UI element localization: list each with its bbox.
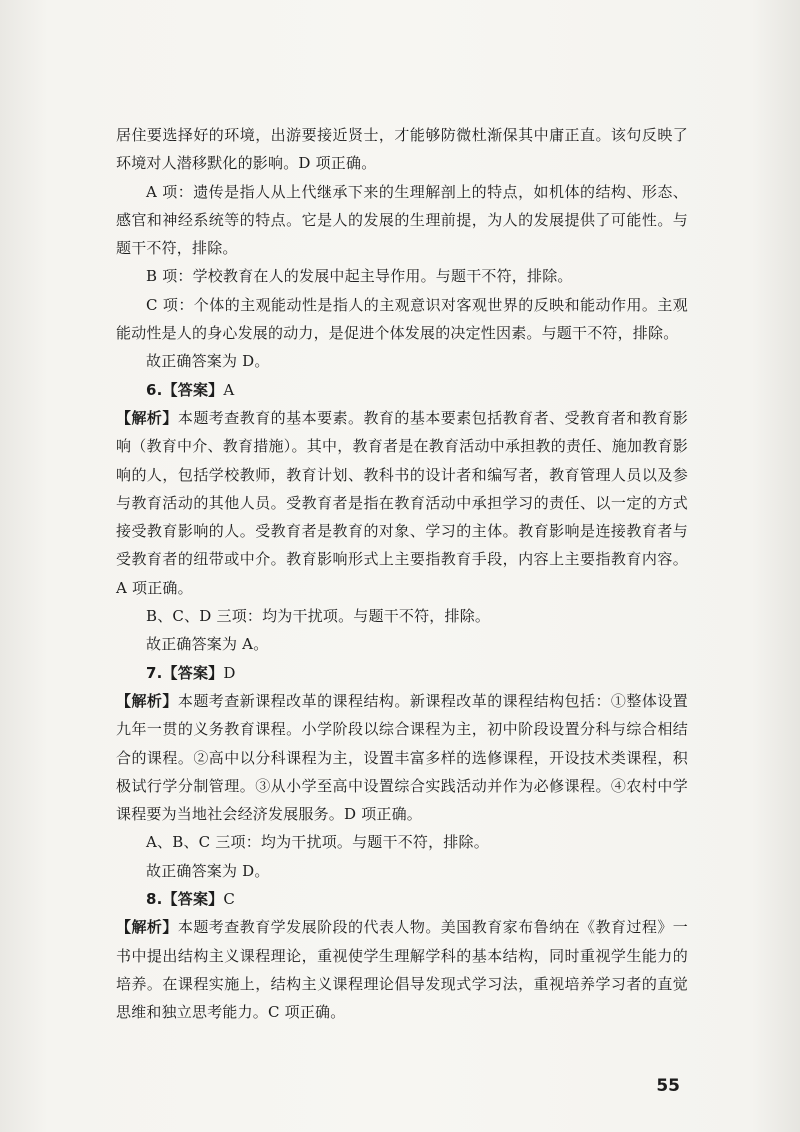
q6-answer-line [116, 376, 688, 404]
q8-analysis-label: 【解析】 [116, 918, 178, 937]
q8-analysis-text: 本题考查教育学发展阶段的代表人物。美国教育家布鲁纳在《教育过程》一书中提出结构主义课程理论，重视使学生理解学科的基本结构，同时重视学生能力的培养。在课程实施上，结构主义课程理论倡导发现式学习法，重视培养学习者的直觉思维和独立思考能力。C 项正确。 [116, 918, 688, 1022]
q8-answer-label: 【答案】 [162, 890, 224, 909]
q8-answer: C [223, 890, 236, 909]
q7-analysis-label: 【解析】 [116, 691, 178, 710]
q6-answer-label: 【答案】 [162, 380, 224, 399]
q7-conclusion: 故正确答案为 D。 [146, 861, 270, 880]
paragraph-option-c: C 项：个体的主观能动性是指人的主观意识对客观世界的反映和能动作用。主观能动性是人的身心发展的动力，是促进个体发展的决定性因素。与题干不符，排除。 [116, 295, 688, 343]
q6-answer: A [223, 380, 235, 399]
q5-conclusion: 故正确答案为 D。 [146, 352, 270, 371]
q6-analysis [116, 404, 688, 602]
paragraph-option-a: A 项：遗传是指人从上代继承下来的生理解剖上的特点，如机体的结构、形态、感官和神经系统等的特点。它是人的发展的生理前提，为人的发展提供了可能性。与题干不符，排除。 [116, 182, 688, 258]
q8-analysis [116, 913, 688, 1026]
q6-number: 6. [146, 380, 163, 399]
q7-number: 7. [146, 663, 163, 682]
paragraph-option-b: B 项：学校教育在人的发展中起主导作用。与题干不符，排除。 [146, 267, 573, 286]
q7-answer-label: 【答案】 [162, 663, 224, 682]
q7-other-options: A、B、C 三项：均为干扰项。与题干不符，排除。 [146, 833, 489, 852]
q6-conclusion: 故正确答案为 A。 [146, 635, 269, 654]
page-number: 55 [656, 1076, 680, 1096]
q7-answer-line [116, 659, 688, 687]
q6-other-options: B、C、D 三项：均为干扰项。与题干不符，排除。 [146, 607, 491, 626]
q7-answer: D [223, 663, 236, 682]
q7-analysis-text: 本题考查新课程改革的课程结构。新课程改革的课程结构包括：①整体设置九年一贯的义务教育课程。小学阶段以综合课程为主，初中阶段设置分科与综合相结合的课程。②高中以分科课程为主，设置丰富多样的选修课程，开设技术类课程，积极试行学分制管理。③从小学至高中设置综合实践活动并作为必修课程。④农村中学课程要为当地社会经济发展服务。D 项正确。 [116, 691, 688, 824]
paragraph-environment-conclusion: 居住要选择好的环境，出游要接近贤士，才能够防微杜渐保其中庸正直。该句反映了环境对人潜移默化的影响。D 项正确。 [116, 126, 688, 173]
answer-explanations [116, 121, 688, 1027]
q6-analysis-text: 本题考查教育的基本要素。教育的基本要素包括教育者、受教育者和教育影响（教育中介、教育措施）。其中，教育者是在教育活动中承担教的责任、施加教育影响的人，包括学校教师，教育计划、教科书的设计者和编写者，教育管理人员以及参与教育活动的其他人员。受教育者是指在教育活动中承担学习的责任、以一定的方式接受教育影响的人。受教育者是教育的对象、学习的主体。教育影响是连接教育者与受教育者的纽带或中介。教育影响形式上主要指教育手段，内容上主要指教育内容。A 项正确。 [116, 408, 688, 597]
q6-analysis-label: 【解析】 [116, 408, 178, 427]
q7-analysis [116, 687, 688, 828]
q8-answer-line [116, 885, 688, 913]
q8-number: 8. [146, 890, 163, 909]
